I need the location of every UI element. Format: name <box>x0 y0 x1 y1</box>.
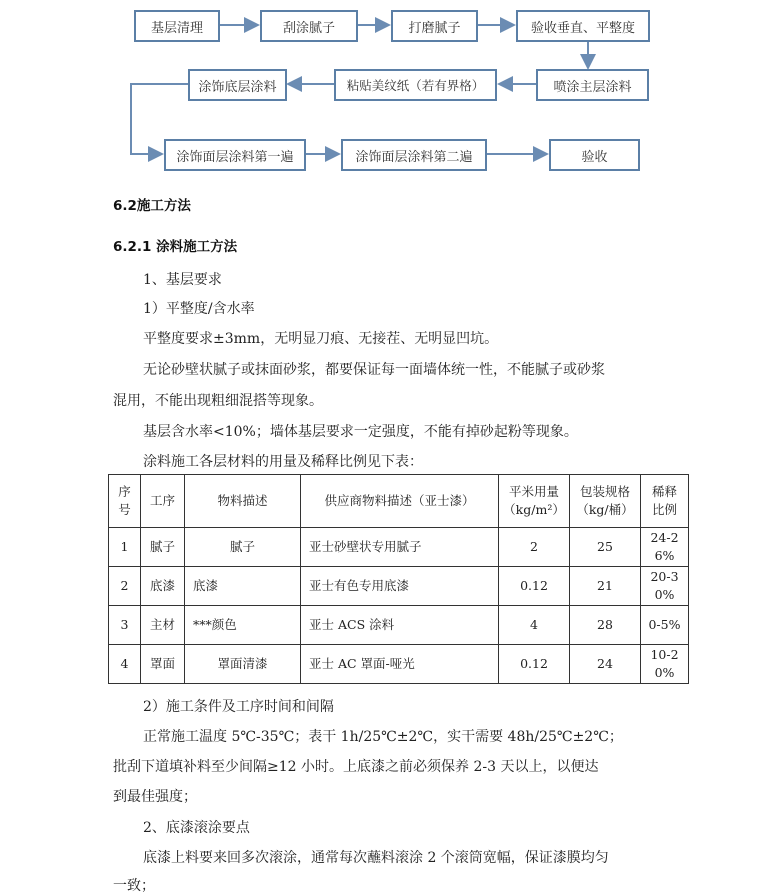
cell-supplier: 亚士 AC 罩面-哑光 <box>301 645 499 684</box>
header-seq: 序号 <box>109 475 141 528</box>
cell-pack: 25 <box>570 528 641 567</box>
cell-seq: 3 <box>109 606 141 645</box>
para-conditions-line3: 到最佳强度； <box>113 789 197 805</box>
para-moisture: 基层含水率<10%；墙体基层要求一定强度，不能有掉砂起粉等现象。 <box>143 424 578 440</box>
flow-node-apply-putty: 刮涂腻子 <box>260 10 358 42</box>
cell-process: 底漆 <box>141 567 185 606</box>
header-usage: 平米用量（kg/m²） <box>499 475 570 528</box>
cell-process: 主材 <box>141 606 185 645</box>
para-primer-line1: 底漆上料要来回多次滚涂，通常每次蘸料滚涂 2 个滚筒宽幅，保证漆膜均匀 <box>143 850 609 866</box>
cell-material: ***颜色 <box>185 606 301 645</box>
para-primer-line2: 一致； <box>113 878 155 894</box>
process-flowchart <box>0 0 760 180</box>
para-table-intro: 涂料施工各层材料的用量及稀释比例见下表： <box>143 454 423 470</box>
table-row <box>109 645 689 684</box>
header-material: 物料描述 <box>185 475 301 528</box>
cell-dilution: 20-30% <box>641 567 689 606</box>
cell-pack: 24 <box>570 645 641 684</box>
cell-usage: 4 <box>499 606 570 645</box>
para-uniformity-line2: 混用，不能出现粗细混搭等现象。 <box>113 393 323 409</box>
cell-usage: 2 <box>499 528 570 567</box>
flow-node-sand-putty: 打磨腻子 <box>391 10 478 42</box>
header-supplier: 供应商物料描述（亚士漆） <box>301 475 499 528</box>
header-pack: 包装规格（kg/桶） <box>570 475 641 528</box>
header-process: 工序 <box>141 475 185 528</box>
cell-seq: 4 <box>109 645 141 684</box>
para-conditions-line2: 批刮下道填补料至少间隔≥12 小时。上底漆之前必须保养 2-3 天以上，以便达 <box>113 759 599 775</box>
cell-process: 腻子 <box>141 528 185 567</box>
cell-supplier: 亚士 ACS 涂料 <box>301 606 499 645</box>
cell-usage: 0.12 <box>499 567 570 606</box>
item-conditions: 2）施工条件及工序时间和间隔 <box>143 699 334 715</box>
para-conditions-line1: 正常施工温度 5℃-35℃；表干 1h/25℃±2℃，实干需要 48h/25℃±2℃； <box>143 729 623 745</box>
cell-supplier: 亚士砂壁状专用腻子 <box>301 528 499 567</box>
cell-seq: 1 <box>109 528 141 567</box>
item-base-requirements: 1、基层要求 <box>143 272 222 288</box>
section-heading-6-2: 6.2施工方法 <box>113 198 191 214</box>
para-flatness: 平整度要求±3mm，无明显刀痕、无接茬、无明显凹坑。 <box>143 331 499 347</box>
cell-pack: 28 <box>570 606 641 645</box>
cell-dilution: 10-20% <box>641 645 689 684</box>
item-primer-rolling: 2、底漆滚涂要点 <box>143 820 250 836</box>
flow-node-base-cleaning: 基层清理 <box>134 10 220 42</box>
cell-usage: 0.12 <box>499 645 570 684</box>
flow-node-spray-main-coat: 喷涂主层涂料 <box>536 69 649 101</box>
flow-node-inspect-flatness: 验收垂直、平整度 <box>516 10 650 42</box>
cell-dilution: 0-5% <box>641 606 689 645</box>
cell-pack: 21 <box>570 567 641 606</box>
cell-material: 底漆 <box>185 567 301 606</box>
flow-node-primer-coat: 涂饰底层涂料 <box>188 69 287 101</box>
cell-seq: 2 <box>109 567 141 606</box>
material-usage-table <box>108 474 689 684</box>
table-row <box>109 567 689 606</box>
flow-node-final-inspection: 验收 <box>549 139 640 171</box>
cell-material: 腻子 <box>185 528 301 567</box>
flow-node-top-coat-2: 涂饰面层涂料第二遍 <box>341 139 487 171</box>
section-heading-6-2-1: 6.2.1 涂料施工方法 <box>113 239 238 255</box>
cell-supplier: 亚士有色专用底漆 <box>301 567 499 606</box>
header-dilution: 稀释比例 <box>641 475 689 528</box>
table-header-row <box>109 475 689 528</box>
table-row <box>109 528 689 567</box>
cell-material: 罩面清漆 <box>185 645 301 684</box>
para-uniformity-line1: 无论砂壁状腻子或抹面砂浆，都要保证每一面墙体统一性，不能腻子或砂浆 <box>143 362 605 378</box>
table-row <box>109 606 689 645</box>
cell-dilution: 24-26% <box>641 528 689 567</box>
flow-node-masking-tape: 粘贴美纹纸（若有界格） <box>334 69 497 101</box>
cell-process: 罩面 <box>141 645 185 684</box>
item-flatness-moisture: 1）平整度/含水率 <box>143 301 255 317</box>
flow-node-top-coat-1: 涂饰面层涂料第一遍 <box>164 139 306 171</box>
